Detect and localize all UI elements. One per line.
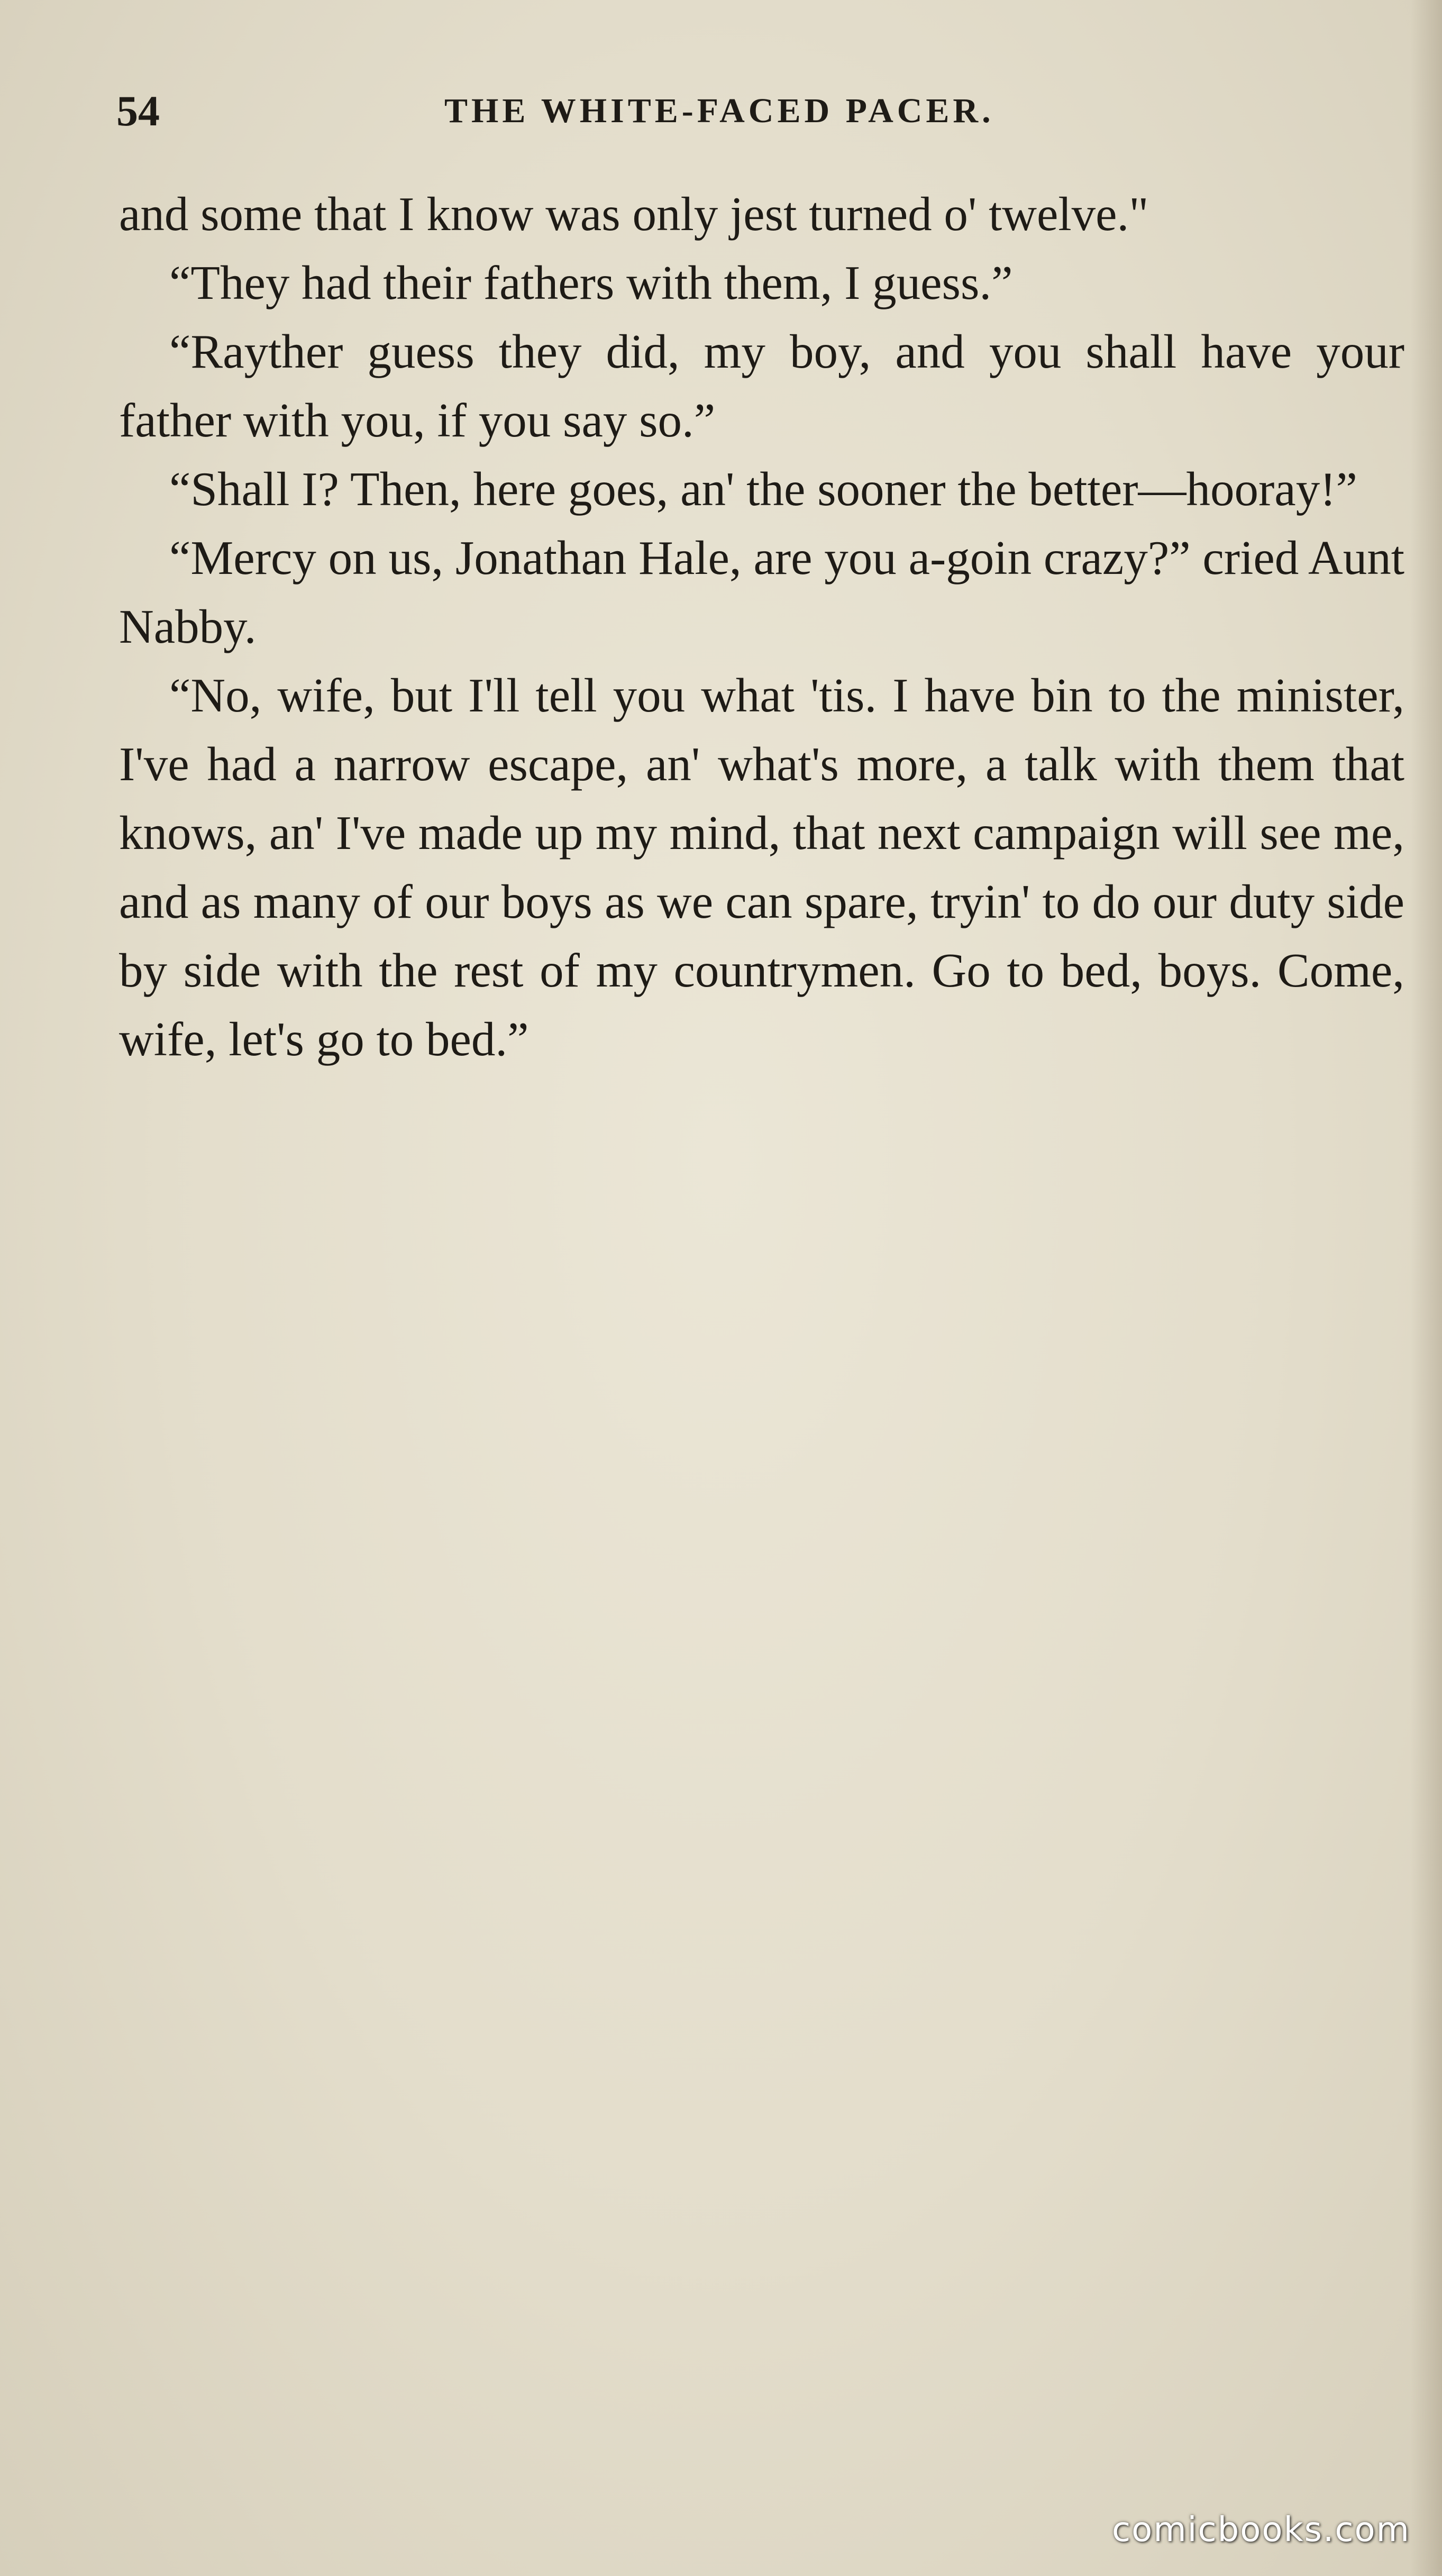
page-edge-shadow (1410, 0, 1442, 2576)
paragraph-2: “They had their fathers with them, I guess.” (169, 256, 1013, 309)
paragraph-3: “Rayther guess they did, my boy, and you shall have your father with you, if you say so.” (119, 325, 1404, 447)
page-number: 54 (116, 87, 160, 135)
paragraph-4: “Shall I? Then, here goes, an' the sooner the better—hooray!” (169, 462, 1357, 516)
paragraph-5: “Mercy on us, Jonathan Hale, are you a-goin crazy?” cried Aunt Nabby. (119, 531, 1404, 653)
body-text (119, 180, 1404, 1074)
paragraph-1: and some that I know was only jest turned o' twelve." (119, 187, 1149, 241)
paragraph-6: “No, wife, but I'll tell you what 'tis. I have bin to the minister, I've had a narrow escape, an' what's more, a talk with them that knows, an' I've made up my mind, that next campaign will see me, and as many of our boys as we can spare, tryin' to do our duty side by side with the rest of my countrymen. Go to bed, boys. Come, wife, let's go to bed.” (119, 669, 1404, 1066)
running-title: THE WHITE-FACED PACER. (444, 92, 994, 130)
page-header (116, 79, 1386, 143)
watermark-text: comicbooks.com (1111, 2510, 1410, 2550)
